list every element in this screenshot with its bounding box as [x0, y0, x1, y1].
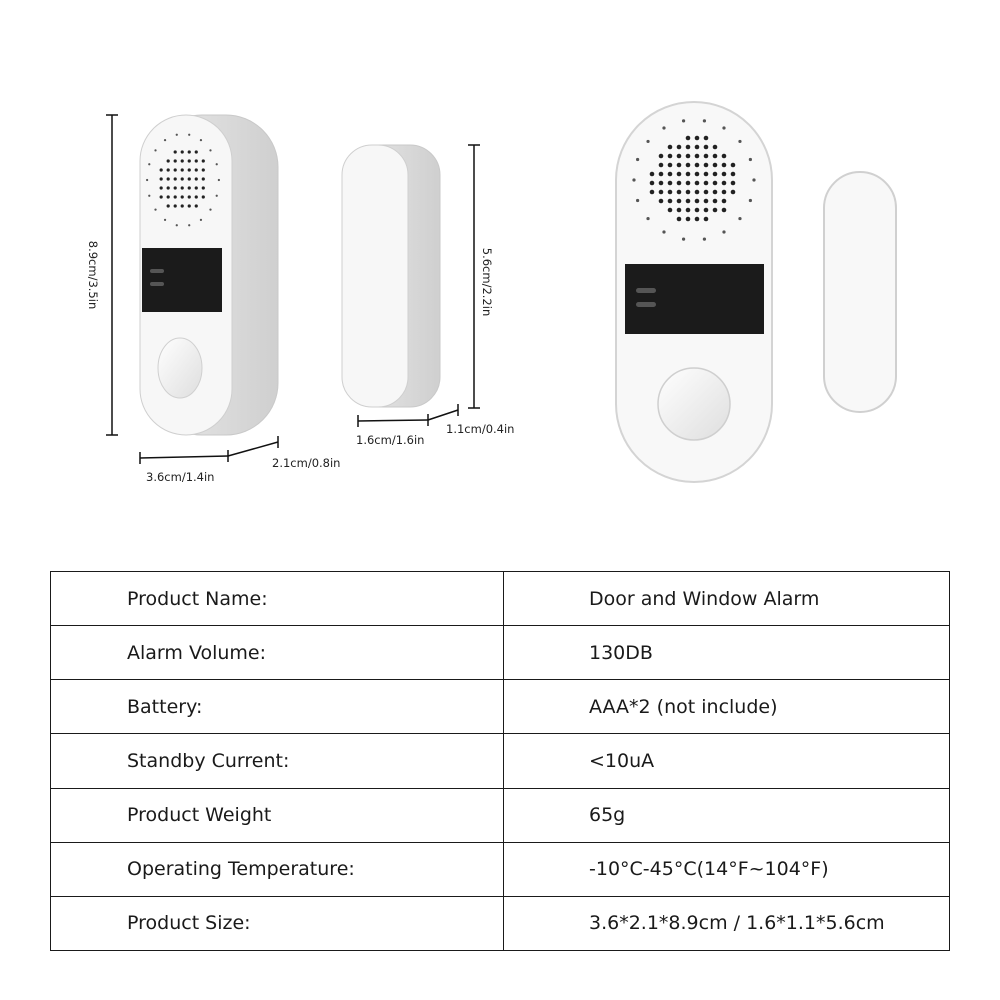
spec-label: Product Weight — [51, 788, 504, 842]
sensor-front-body — [824, 172, 896, 412]
sensor-width-label: 1.6cm/1.6in — [356, 433, 425, 447]
indicator-slot — [636, 288, 656, 293]
spec-label: Standby Current: — [51, 734, 504, 788]
spec-label: Product Size: — [51, 896, 504, 950]
left-width-label: 3.6cm/1.4in — [146, 470, 215, 484]
spec-value: 3.6*2.1*8.9cm / 1.6*1.1*5.6cm — [504, 896, 950, 950]
sensor-front-view — [824, 172, 896, 412]
alarm-unit-side-view — [140, 115, 278, 435]
spec-row — [51, 680, 950, 734]
indicator-slot — [150, 282, 164, 286]
spec-label: Alarm Volume: — [51, 626, 504, 680]
spec-row — [51, 734, 950, 788]
display-panel-front — [625, 264, 764, 334]
spec-row — [51, 842, 950, 896]
sensor-side-view — [342, 145, 440, 407]
sensor-face — [342, 145, 408, 407]
spec-label: Operating Temperature: — [51, 842, 504, 896]
spec-value: AAA*2 (not include) — [504, 680, 950, 734]
spec-row — [51, 626, 950, 680]
display-panel — [142, 248, 222, 312]
left-height-label: 8.9cm/3.5in — [86, 240, 100, 310]
spec-value: Door and Window Alarm — [504, 572, 950, 626]
spec-label: Battery: — [51, 680, 504, 734]
spec-row — [51, 788, 950, 842]
alarm-unit-front-view — [616, 102, 772, 482]
spec-label: Product Name: — [51, 572, 504, 626]
spec-value: 65g — [504, 788, 950, 842]
spec-value: 130DB — [504, 626, 950, 680]
sensor-height-label: 5.6cm/2.2in — [480, 247, 494, 317]
left-depth-label: 2.1cm/0.8in — [272, 456, 341, 470]
sensor-depth-label: 1.1cm/0.4in — [446, 422, 515, 436]
spec-row — [51, 572, 950, 626]
spec-table — [50, 571, 950, 951]
alarm-button — [158, 338, 202, 398]
spec-row — [51, 896, 950, 950]
indicator-slot — [636, 302, 656, 307]
spec-value: <10uA — [504, 734, 950, 788]
alarm-button-front — [658, 368, 730, 440]
spec-value: -10°C-45°C(14°F~104°F) — [504, 842, 950, 896]
indicator-slot — [150, 269, 164, 273]
